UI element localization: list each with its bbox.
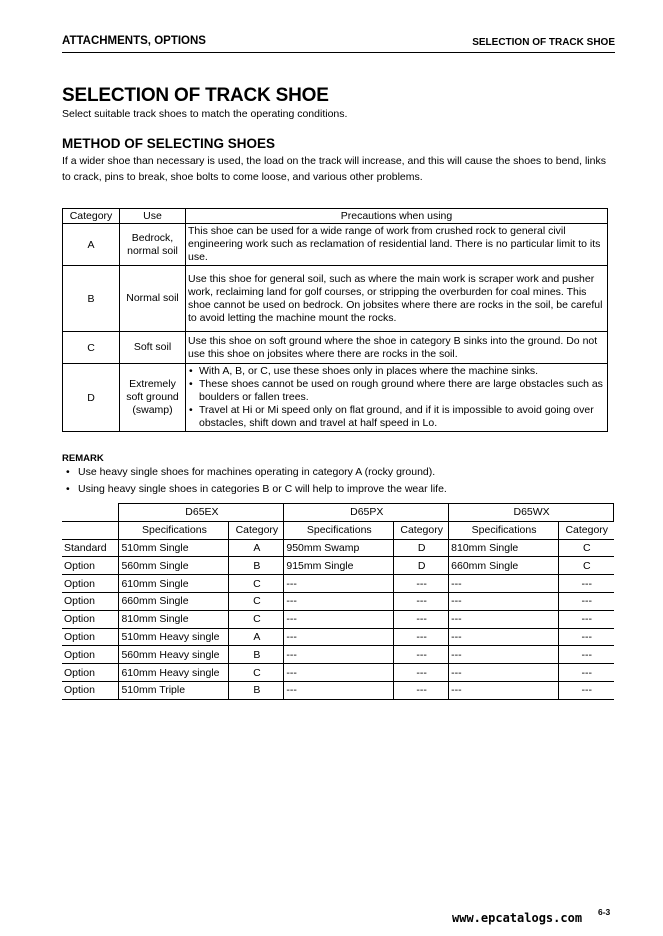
- spec-row: [62, 610, 614, 628]
- spec-cell: ---: [284, 681, 394, 699]
- category-cell: ---: [394, 681, 449, 699]
- precaution-bullet: • Travel at Hi or Mi speed only on flat ground, and if it is impossible to avoid going over obstacles, shift down and travel at half speed in Lo.: [188, 404, 606, 430]
- spec-cell: ---: [449, 575, 559, 593]
- spec-cell: 915mm Single: [284, 557, 394, 575]
- spec-row: [62, 628, 614, 646]
- precaution-bullet-list: [188, 365, 606, 430]
- method-body: If a wider shoe than necessary is used, the load on the track will increase, and this will cause the shoes to bend, links to crack, pins to break, shoe bolts to come loose, and various other problems.: [62, 155, 606, 183]
- spec-row: [62, 539, 614, 557]
- spec-cell: ---: [284, 628, 394, 646]
- spec-model-row: [62, 504, 614, 522]
- spec-row-type: Option: [62, 592, 119, 610]
- page-subtitle: Select suitable track shoes to match the operating conditions.: [62, 108, 348, 120]
- spec-cell: 560mm Heavy single: [119, 646, 229, 664]
- model-header-d65px: D65PX: [284, 504, 449, 522]
- category-cell: ---: [558, 575, 613, 593]
- category-cell: A: [63, 224, 120, 266]
- category-cell: A: [229, 628, 284, 646]
- spec-cell: 560mm Single: [119, 557, 229, 575]
- spec-row: [62, 681, 614, 699]
- category-subheader: Category: [394, 521, 449, 539]
- category-cell: B: [229, 557, 284, 575]
- category-cell: D: [63, 364, 120, 432]
- spec-cell: 510mm Single: [119, 539, 229, 557]
- spec-subheader-row: [62, 521, 614, 539]
- category-cell: C: [229, 610, 284, 628]
- precautions-row-b: [63, 266, 608, 332]
- spec-type-header: [62, 521, 119, 539]
- method-heading: METHOD OF SELECTING SHOES: [62, 136, 276, 151]
- precaution-bullet: • These shoes cannot be used on rough ground where there are large obstacles such as boulders or fallen trees.: [188, 378, 606, 404]
- spec-row: [62, 557, 614, 575]
- precautions-header-row: [63, 209, 608, 224]
- category-cell: ---: [394, 575, 449, 593]
- category-cell: ---: [394, 646, 449, 664]
- page-number: 6-3: [598, 907, 611, 917]
- page-header: [62, 35, 615, 53]
- use-cell: Bedrock, normal soil: [120, 224, 186, 266]
- page-title: SELECTION OF TRACK SHOE: [62, 85, 329, 106]
- precaution-bullet: • With A, B, or C, use these shoes only in places where the machine sinks.: [188, 365, 606, 378]
- category-cell: A: [229, 539, 284, 557]
- category-cell: ---: [394, 628, 449, 646]
- spec-cell: 610mm Single: [119, 575, 229, 593]
- section-title: ATTACHMENTS, OPTIONS: [62, 35, 206, 47]
- spec-row-type: Option: [62, 557, 119, 575]
- precautions-row-d: [63, 364, 608, 432]
- precautions-row-c: [63, 332, 608, 364]
- model-header-d65ex: D65EX: [119, 504, 284, 522]
- spec-cell: ---: [449, 592, 559, 610]
- spec-row-type: Option: [62, 628, 119, 646]
- category-cell: ---: [558, 646, 613, 664]
- spec-cell: 660mm Single: [119, 592, 229, 610]
- spec-table-body: [62, 539, 614, 699]
- category-cell: ---: [558, 664, 613, 682]
- header-page-title: SELECTION OF TRACK SHOE: [472, 37, 615, 48]
- spec-cell: ---: [284, 610, 394, 628]
- precaution-cell: Use this shoe on soft ground where the shoe in category B sinks into the ground. Do not use this shoe on jobsites where there are rocks in the soil.: [186, 332, 608, 364]
- precaution-cell: Use this shoe for general soil, such as where the main work is scraper work and pusher work, reclaiming land for golf courses, or stripping the overburden for coal mines. This shoe cannot be used on bedrock. On jobsites where there are rocks in the soil, be careful to avoid letting the machine mount the rocks.: [186, 266, 608, 332]
- category-cell: ---: [394, 592, 449, 610]
- category-cell: C: [229, 592, 284, 610]
- spec-cell: ---: [284, 575, 394, 593]
- category-cell: C: [229, 575, 284, 593]
- category-cell: C: [63, 332, 120, 364]
- category-cell: ---: [394, 664, 449, 682]
- precautions-table: [62, 208, 608, 432]
- spec-cell: ---: [449, 681, 559, 699]
- spec-cell: 810mm Single: [449, 539, 559, 557]
- spec-cell: 510mm Heavy single: [119, 628, 229, 646]
- remark-item: • Using heavy single shoes in categories B or C will help to improve the wear life.: [64, 481, 447, 498]
- spec-row-type: Standard: [62, 539, 119, 557]
- category-cell: ---: [558, 628, 613, 646]
- category-cell: C: [558, 557, 613, 575]
- spec-row: [62, 592, 614, 610]
- category-cell: ---: [558, 592, 613, 610]
- use-cell: Normal soil: [120, 266, 186, 332]
- spec-cell: ---: [449, 664, 559, 682]
- watermark-url: www.epcatalogs.com: [452, 911, 583, 925]
- category-cell: B: [63, 266, 120, 332]
- remark-list: [64, 464, 447, 498]
- col-header-category: Category: [63, 209, 120, 224]
- spec-row: [62, 646, 614, 664]
- spec-row-type: Option: [62, 646, 119, 664]
- spec-cell: 510mm Triple: [119, 681, 229, 699]
- col-header-precautions: Precautions when using: [186, 209, 608, 224]
- spec-cell: ---: [449, 646, 559, 664]
- spec-cell: ---: [284, 646, 394, 664]
- spec-cell: ---: [449, 610, 559, 628]
- spec-row: [62, 664, 614, 682]
- spec-cell: ---: [284, 664, 394, 682]
- category-cell: ---: [558, 610, 613, 628]
- use-cell: Extremely soft ground (swamp): [120, 364, 186, 432]
- spec-cell: 950mm Swamp: [284, 539, 394, 557]
- precaution-cell: This shoe can be used for a wide range of work from crushed rock to general civil engineering work such as reclamation of residential land. There is no particular limit to its use.: [186, 224, 608, 266]
- category-cell: B: [229, 681, 284, 699]
- spec-subheader: Specifications: [119, 521, 229, 539]
- category-subheader: Category: [558, 521, 613, 539]
- category-cell: B: [229, 646, 284, 664]
- col-header-use: Use: [120, 209, 186, 224]
- spec-subheader: Specifications: [449, 521, 559, 539]
- category-cell: C: [558, 539, 613, 557]
- spec-cell: 660mm Single: [449, 557, 559, 575]
- spec-subheader: Specifications: [284, 521, 394, 539]
- spec-row-type: Option: [62, 681, 119, 699]
- spec-row: [62, 575, 614, 593]
- spec-row-type: Option: [62, 575, 119, 593]
- spec-row-type: Option: [62, 610, 119, 628]
- category-cell: ---: [558, 681, 613, 699]
- spec-cell: ---: [449, 628, 559, 646]
- category-subheader: Category: [229, 521, 284, 539]
- category-cell: C: [229, 664, 284, 682]
- remark-heading: REMARK: [62, 453, 104, 464]
- use-cell: Soft soil: [120, 332, 186, 364]
- spec-cell: ---: [284, 592, 394, 610]
- remark-item: • Use heavy single shoes for machines operating in category A (rocky ground).: [64, 464, 447, 481]
- category-cell: ---: [394, 610, 449, 628]
- model-header-d65wx: D65WX: [449, 504, 614, 522]
- spec-corner-cell: [62, 504, 119, 522]
- spec-cell: 610mm Heavy single: [119, 664, 229, 682]
- spec-table: [62, 503, 614, 700]
- spec-cell: 810mm Single: [119, 610, 229, 628]
- category-cell: D: [394, 557, 449, 575]
- precautions-row-a: [63, 224, 608, 266]
- category-cell: D: [394, 539, 449, 557]
- spec-row-type: Option: [62, 664, 119, 682]
- precaution-cell: [186, 364, 608, 432]
